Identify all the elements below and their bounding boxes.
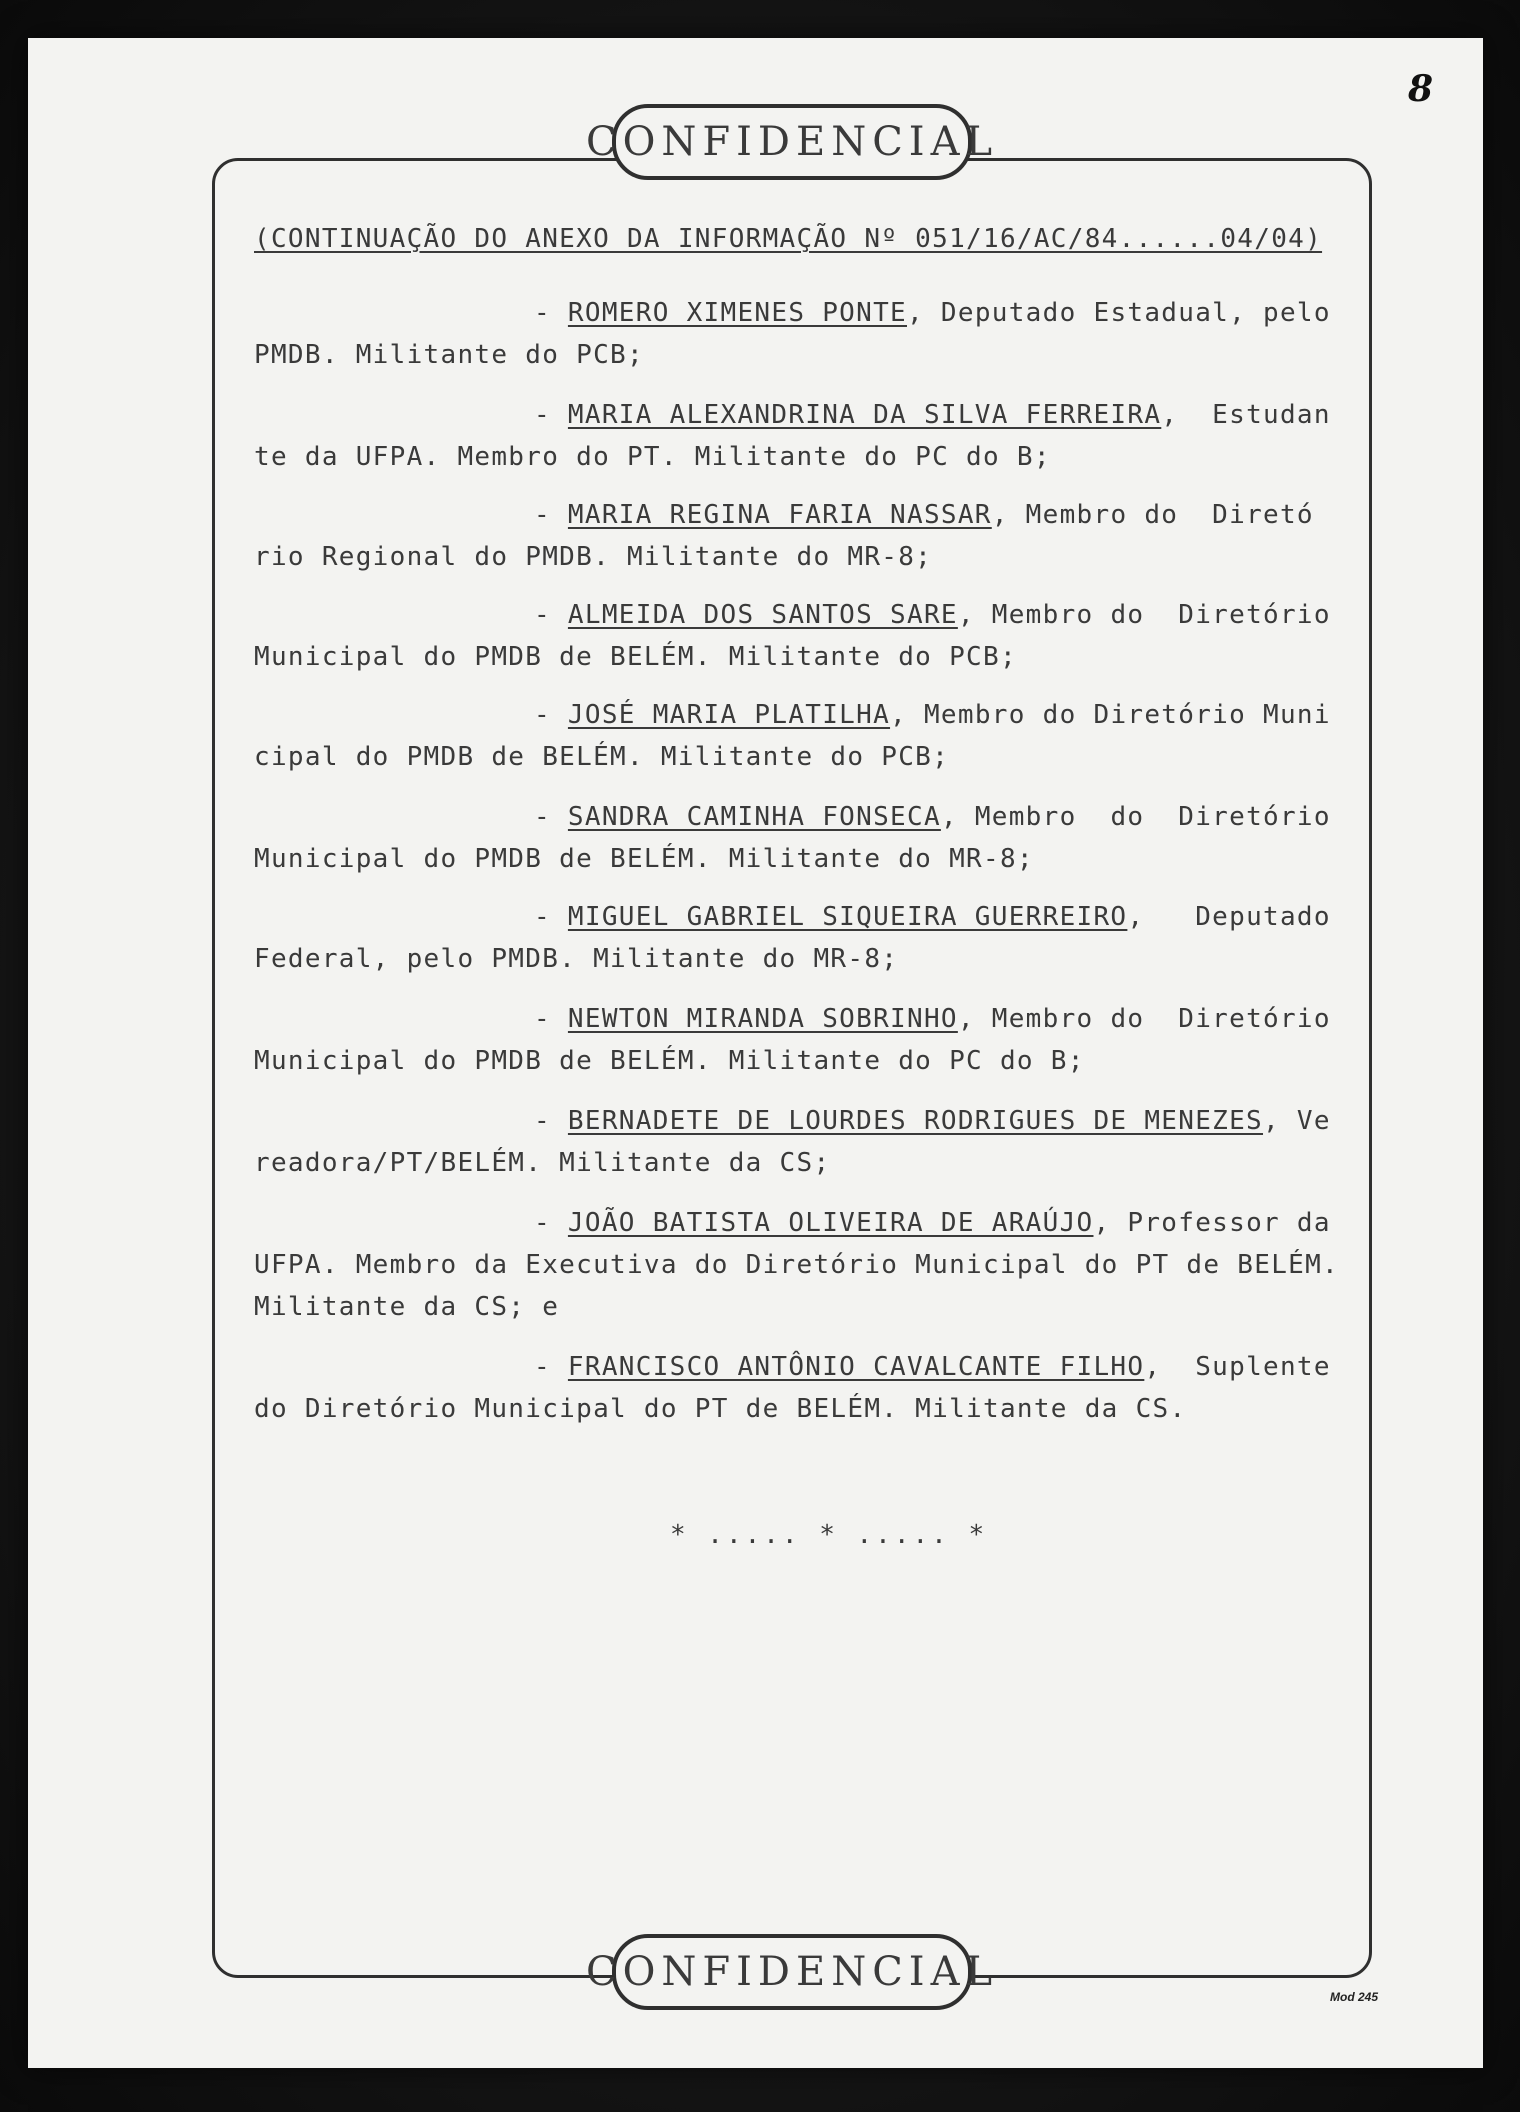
entry-4: - JOSÉ MARIA PLATILHA, Membro do Diretório Muni	[534, 700, 1331, 730]
entry-1-continuation: te da UFPA. Membro do PT. Militante do PC do B;	[254, 442, 1051, 472]
confidential-banner-top: CONFIDENCIAL	[612, 104, 972, 180]
entry-name: JOÃO BATISTA OLIVEIRA DE ARAÚJO	[567, 1208, 1094, 1238]
entry-5: - SANDRA CAMINHA FONSECA, Membro do Diretório	[534, 802, 1331, 832]
entry-8-continuation: readora/PT/BELÉM. Militante da CS;	[254, 1148, 831, 1178]
page-number-mark: 8	[1408, 68, 1434, 110]
end-of-document-marks: * ..... * ..... *	[670, 1520, 988, 1550]
entry-3: - ALMEIDA DOS SANTOS SARE, Membro do Diretório	[534, 600, 1331, 630]
entry-1: - MARIA ALEXANDRINA DA SILVA FERREIRA, Estudan	[534, 400, 1331, 430]
entry-4-continuation: cipal do PMDB de BELÉM. Militante do PCB;	[254, 742, 950, 772]
entry-2-continuation: rio Regional do PMDB. Militante do MR-8;	[254, 542, 933, 572]
entry-9-continuation-2: Militante da CS; e	[254, 1292, 560, 1322]
entry-name: FRANCISCO ANTÔNIO CAVALCANTE FILHO	[567, 1352, 1145, 1382]
entry-10: - FRANCISCO ANTÔNIO CAVALCANTE FILHO, Suplente	[534, 1352, 1331, 1382]
entry-8: - BERNADETE DE LOURDES RODRIGUES DE MENEZES, Ve	[534, 1106, 1331, 1136]
entry-7: - NEWTON MIRANDA SOBRINHO, Membro do Diretório	[534, 1004, 1331, 1034]
entry-9: - JOÃO BATISTA OLIVEIRA DE ARAÚJO, Professor da	[534, 1208, 1331, 1238]
entry-9-continuation: UFPA. Membro da Executiva do Diretório Municipal do PT de BELÉM.	[254, 1250, 1340, 1280]
entry-name: JOSÉ MARIA PLATILHA	[567, 700, 891, 730]
confidential-banner-bottom: CONFIDENCIAL	[612, 1934, 972, 2010]
entry-name: MIGUEL GABRIEL SIQUEIRA GUERREIRO	[567, 902, 1128, 932]
document-title: (CONTINUAÇÃO DO ANEXO DA INFORMAÇÃO Nº 051/16/AC/84......04/04)	[254, 224, 1323, 254]
entry-name: NEWTON MIRANDA SOBRINHO	[567, 1004, 958, 1034]
entry-5-continuation: Municipal do PMDB de BELÉM. Militante do MR-8;	[254, 844, 1034, 874]
form-code: Mod 245	[1330, 1990, 1379, 2004]
entry-6-continuation: Federal, pelo PMDB. Militante do MR-8;	[254, 944, 899, 974]
entry-10-continuation: do Diretório Municipal do PT de BELÉM. Militante da CS.	[254, 1394, 1187, 1424]
entry-name: BERNADETE DE LOURDES RODRIGUES DE MENEZES	[567, 1106, 1264, 1136]
entry-name: ALMEIDA DOS SANTOS SARE	[567, 600, 958, 630]
entry-name: SANDRA CAMINHA FONSECA	[567, 802, 941, 832]
entry-name: MARIA REGINA FARIA NASSAR	[567, 500, 992, 530]
entry-0: - ROMERO XIMENES PONTE, Deputado Estadual, pelo	[534, 298, 1331, 328]
entry-2: - MARIA REGINA FARIA NASSAR, Membro do Diretó	[534, 500, 1314, 530]
entry-0-continuation: PMDB. Militante do PCB;	[254, 340, 644, 370]
entry-name: MARIA ALEXANDRINA DA SILVA FERREIRA	[567, 400, 1162, 430]
entry-6: - MIGUEL GABRIEL SIQUEIRA GUERREIRO, Deputado	[534, 902, 1331, 932]
entry-7-continuation: Municipal do PMDB de BELÉM. Militante do PC do B;	[254, 1046, 1085, 1076]
entry-name: ROMERO XIMENES PONTE	[567, 298, 907, 328]
entry-3-continuation: Municipal do PMDB de BELÉM. Militante do PCB;	[254, 642, 1017, 672]
